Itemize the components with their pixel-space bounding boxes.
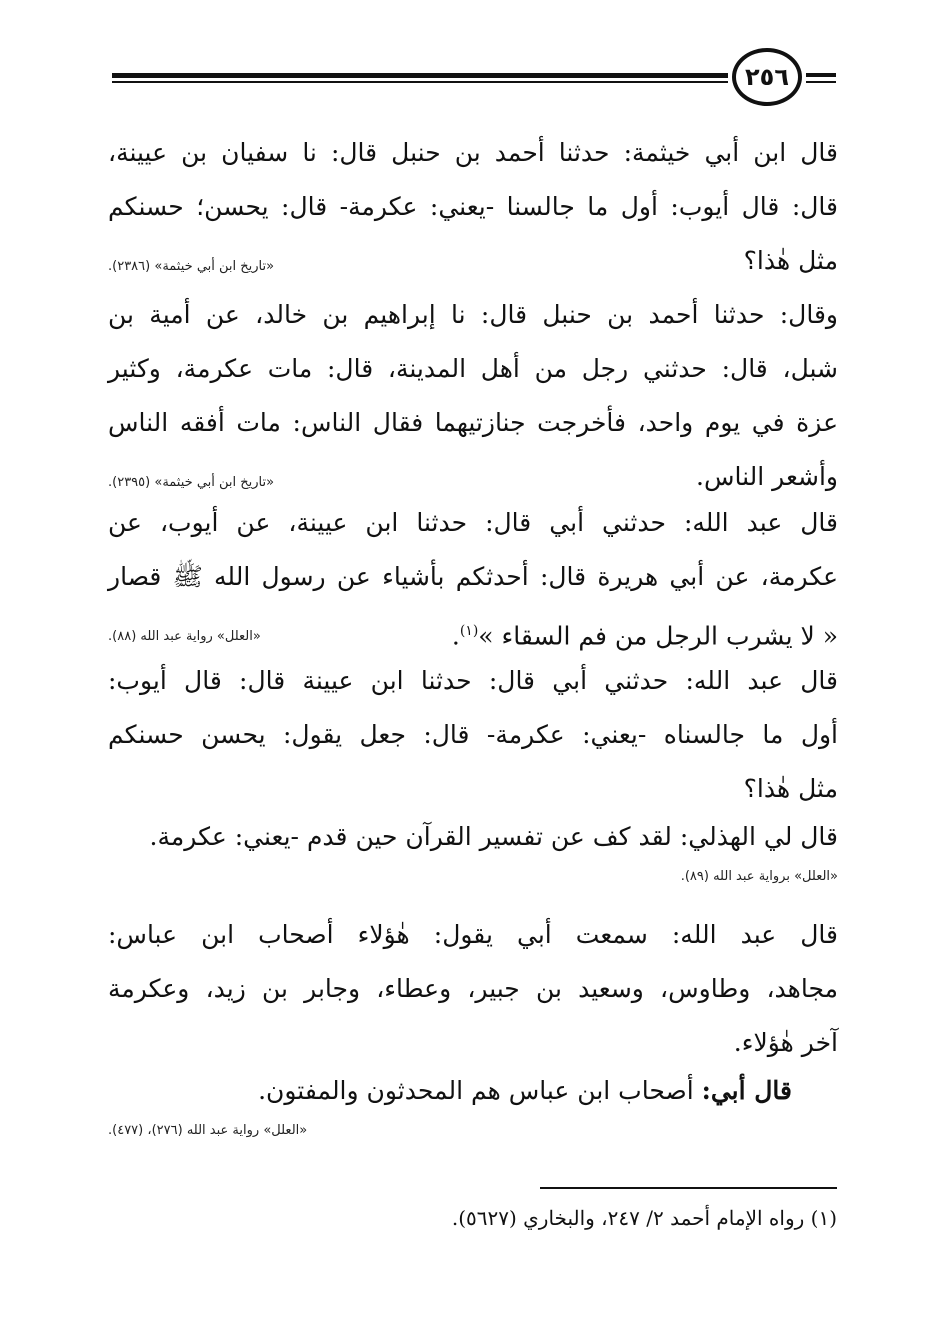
text: قال لي الهذلي: لقد كف عن تفسير القرآن حين قدم -يعني: عكرمة. bbox=[149, 822, 838, 851]
text-line bbox=[108, 1016, 838, 1070]
text: مثل هٰذا؟ bbox=[743, 774, 838, 803]
text-line bbox=[108, 708, 838, 762]
text-line bbox=[108, 810, 838, 864]
paragraph-6 bbox=[108, 908, 838, 1070]
text-line bbox=[108, 496, 838, 550]
text: آخر هٰؤلاء. bbox=[733, 1028, 838, 1057]
text: قال ابن أبي خيثمة: حدثنا أحمد بن حنبل قال: نا سفيان بن عيينة، bbox=[108, 138, 838, 167]
page-number: ٢٥٦ bbox=[732, 48, 802, 106]
speaker-label: قال أبي: bbox=[701, 1076, 792, 1105]
header-rule-right-thick bbox=[806, 73, 836, 77]
text-line bbox=[108, 1064, 838, 1118]
text-line bbox=[108, 604, 838, 658]
text: . bbox=[451, 621, 460, 651]
text: عكرمة، عن أبي هريرة قال: أحدثكم بأشياء عن رسول الله ﷺ قصار bbox=[108, 562, 838, 591]
hadith-text: « لا يشرب الرجل من فم السقاء » bbox=[478, 621, 838, 651]
text: قال عبد الله: حدثني أبي قال: حدثنا ابن عيينة قال: قال أيوب: bbox=[108, 666, 838, 695]
text: قال عبد الله: حدثني أبي قال: حدثنا ابن عيينة، عن أيوب، عن bbox=[108, 508, 838, 537]
paragraph-5 bbox=[108, 810, 838, 890]
text-line bbox=[108, 234, 838, 288]
text: قال عبد الله: سمعت أبي يقول: هٰؤلاء أصحاب ابن عباس: bbox=[108, 920, 838, 949]
text: مثل هٰذا؟ bbox=[743, 246, 838, 275]
text-line bbox=[108, 396, 838, 450]
text: أصحاب ابن عباس هم المحدثون والمفتون. bbox=[258, 1076, 702, 1105]
text-line bbox=[108, 126, 838, 180]
header-rule-right-thin bbox=[806, 81, 836, 83]
text: قال: قال أيوب: أول ما جالسنا -يعني: عكرمة- قال: يحسن؛ حسنكم bbox=[108, 192, 838, 221]
text: وأشعر الناس. bbox=[696, 462, 838, 491]
text-line bbox=[108, 654, 838, 708]
text-line bbox=[108, 908, 838, 962]
footnote: (١) رواه الإمام أحمد ٢/ ٢٤٧، والبخاري (٥٦٢٧). bbox=[451, 1206, 837, 1230]
text-line bbox=[108, 288, 838, 342]
header-rule-thick bbox=[112, 73, 728, 78]
text: أول ما جالسناه -يعني: عكرمة- قال: جعل يقول: يحسن حسنكم bbox=[108, 720, 838, 749]
text: عزة في يوم واحد، فأخرجت جنازتيهما فقال الناس: مات أفقه الناس bbox=[108, 408, 838, 437]
text: وقال: حدثنا أحمد بن حنبل قال: نا إبراهيم بن خالد، عن أمية بن bbox=[108, 300, 838, 329]
paragraph-2 bbox=[108, 288, 838, 504]
text-line bbox=[108, 342, 838, 396]
citation: «تاريخ ابن أبي خيثمة» (٢٣٩٥). bbox=[108, 475, 275, 490]
text-line bbox=[108, 962, 838, 1016]
paragraph-4 bbox=[108, 654, 838, 816]
paragraph-1 bbox=[108, 126, 838, 288]
text: شبل، قال: حدثني رجل من أهل المدينة، قال: مات عكرمة، وكثير bbox=[108, 354, 838, 383]
citation: «العلل» رواية عبد الله (٨٨). bbox=[108, 629, 261, 644]
paragraph-3 bbox=[108, 496, 838, 658]
paragraph-7 bbox=[108, 1064, 838, 1144]
text-line bbox=[108, 180, 838, 234]
footnote-marker: (١) bbox=[459, 623, 479, 639]
text-line bbox=[108, 762, 838, 816]
footnote-rule bbox=[540, 1187, 837, 1189]
text-line bbox=[108, 550, 838, 604]
citation: «تاريخ ابن أبي خيثمة» (٢٣٨٦). bbox=[108, 259, 275, 274]
citation: «العلل» برواية عبد الله (٨٩). bbox=[680, 869, 838, 884]
citation: «العلل» رواية عبد الله (٢٧٦)، (٤٧٧). bbox=[108, 1123, 308, 1138]
header-rule-thin bbox=[112, 81, 728, 83]
text: مجاهد، وطاوس، وسعيد بن جبير، وعطاء، وجابر بن زيد، وعكرمة bbox=[108, 974, 839, 1003]
